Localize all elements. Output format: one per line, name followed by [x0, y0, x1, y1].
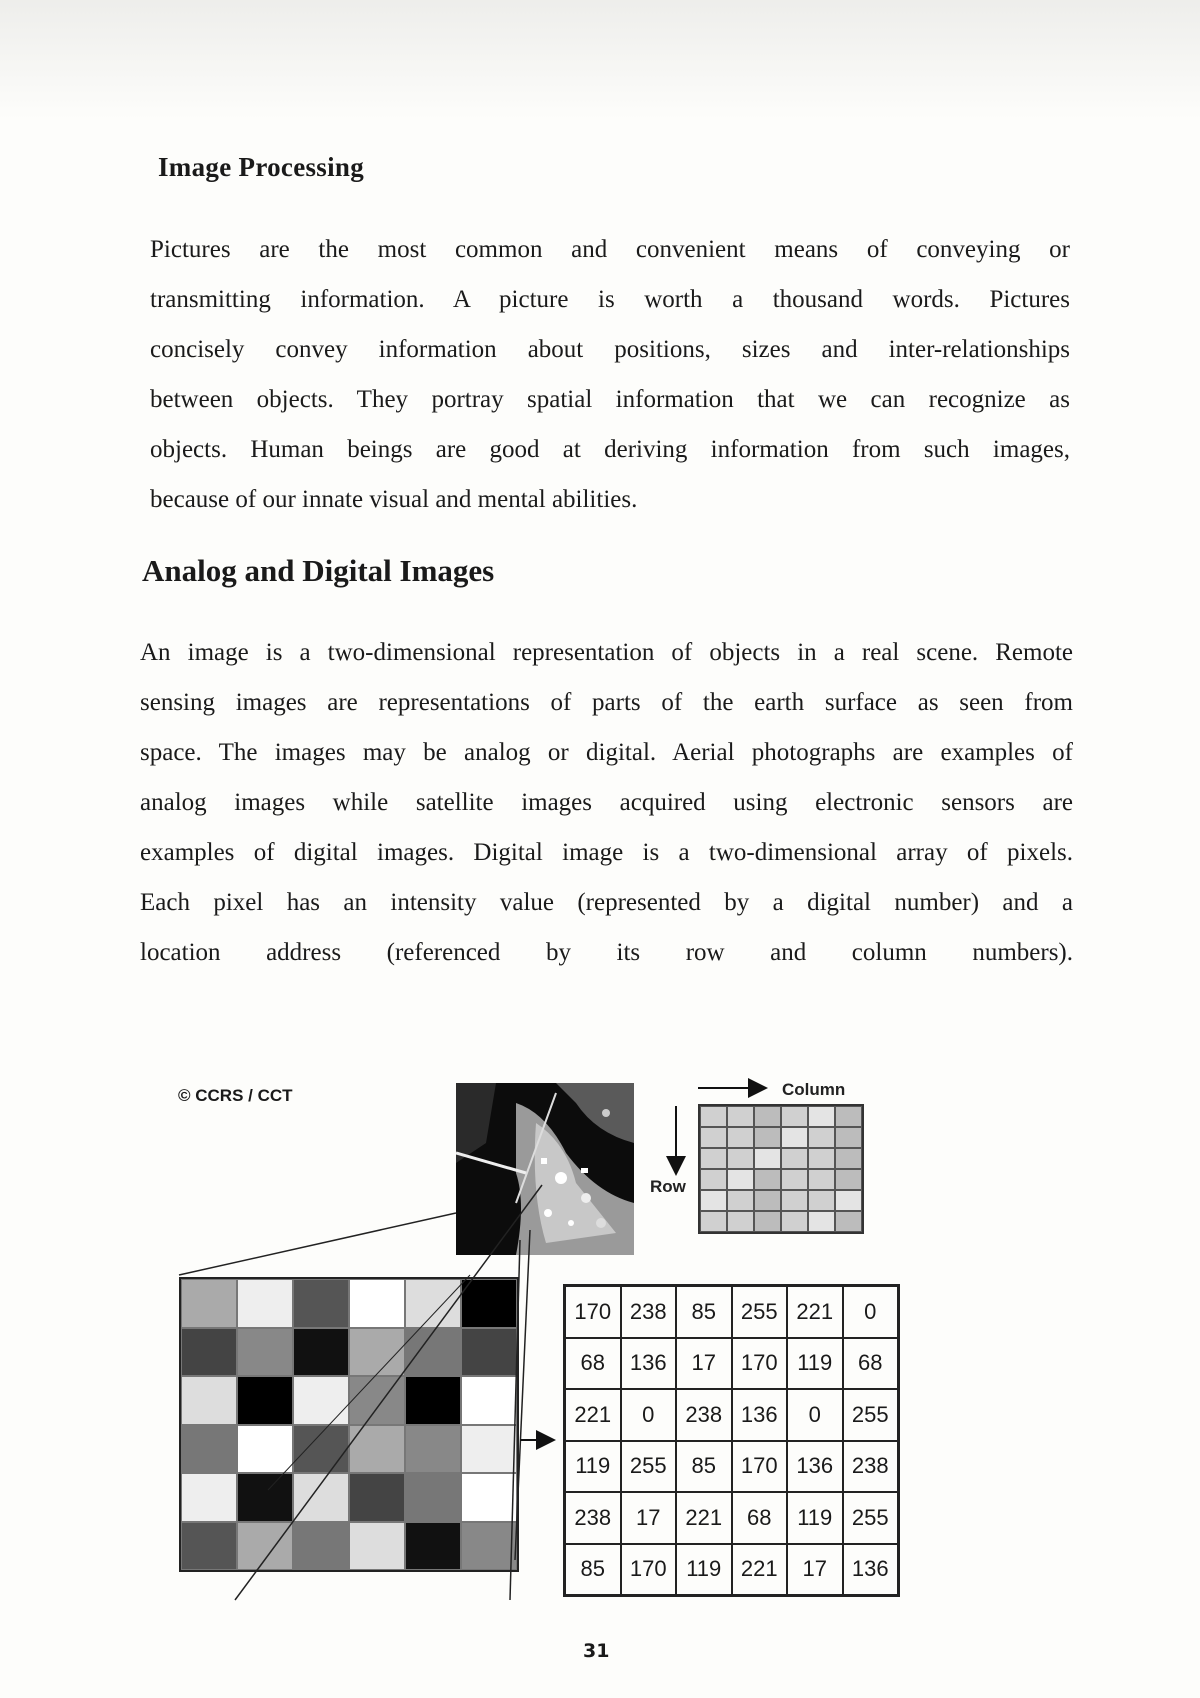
dn-cell: 17: [787, 1544, 843, 1596]
paragraph-line: An image is a two-dimensional representation of objects in a real scene. Remote: [140, 639, 1073, 666]
dn-cell: 85: [676, 1441, 732, 1493]
column-axis-label: Column: [782, 1080, 846, 1099]
dn-cell: 0: [843, 1286, 899, 1338]
page-number: 31: [583, 1640, 610, 1662]
dn-cell: 0: [621, 1389, 677, 1441]
dn-cell: 68: [732, 1492, 788, 1544]
row-axis-label: Row: [650, 1177, 686, 1196]
dn-cell: 238: [676, 1389, 732, 1441]
dn-cell: 119: [676, 1544, 732, 1596]
paragraph-line: Each pixel has an intensity value (represented by a digital number) and a: [140, 889, 1073, 916]
paragraph-line: between objects. They portray spatial information that we can recognize as: [150, 386, 1070, 413]
dn-cell: 238: [621, 1286, 677, 1338]
paragraph-line: location address (referenced by its row and column numbers).: [140, 939, 1073, 966]
dn-cell: 221: [732, 1544, 788, 1596]
dn-cell: 85: [565, 1544, 621, 1596]
dn-cell: 221: [565, 1389, 621, 1441]
dn-cell: 136: [621, 1338, 677, 1390]
dn-cell: 136: [787, 1441, 843, 1493]
dn-cell: 170: [565, 1286, 621, 1338]
section-heading-analog-digital: Analog and Digital Images: [142, 553, 495, 588]
dn-cell: 255: [732, 1286, 788, 1338]
dn-cell: 255: [621, 1441, 677, 1493]
figure-credit: © CCRS / CCT: [178, 1086, 293, 1105]
paragraph-line: objects. Human beings are good at deriving information from such images,: [150, 436, 1070, 463]
paragraph-line: examples of digital images. Digital image is a two-dimensional array of pixels.: [140, 839, 1073, 866]
paragraph-line: sensing images are representations of parts of the earth surface as seen from: [140, 689, 1073, 716]
dn-cell: 238: [843, 1441, 899, 1493]
dn-cell: 255: [843, 1492, 899, 1544]
dn-cell: 119: [787, 1338, 843, 1390]
dn-cell: 170: [732, 1338, 788, 1390]
dn-cell: 0: [787, 1389, 843, 1441]
dn-cell: 119: [787, 1492, 843, 1544]
paragraph-line: because of our innate visual and mental abilities.: [150, 486, 638, 513]
dn-cell: 85: [676, 1286, 732, 1338]
dn-cell: 136: [843, 1544, 899, 1596]
paragraph-line: transmitting information. A picture is worth a thousand words. Pictures: [150, 286, 1070, 313]
section-heading-image-processing: Image Processing: [158, 152, 365, 182]
dn-cell: 221: [676, 1492, 732, 1544]
dn-cell: 17: [676, 1338, 732, 1390]
dn-cell: 68: [843, 1338, 899, 1390]
dn-cell: 119: [565, 1441, 621, 1493]
paragraph-line: Pictures are the most common and convenient means of conveying or: [150, 236, 1070, 263]
dn-cell: 68: [565, 1338, 621, 1390]
dn-cell: 17: [621, 1492, 677, 1544]
dn-cell: 238: [565, 1492, 621, 1544]
dn-cell: 221: [787, 1286, 843, 1338]
paragraph-line: analog images while satellite images acquired using electronic sensors are: [140, 789, 1073, 816]
dn-cell: 136: [732, 1389, 788, 1441]
dn-cell: 255: [843, 1389, 899, 1441]
dn-cell: 170: [732, 1441, 788, 1493]
dn-cell: 170: [621, 1544, 677, 1596]
paragraph-line: space. The images may be analog or digital. Aerial photographs are examples of: [140, 739, 1073, 766]
paragraph-line: concisely convey information about positions, sizes and inter-relationships: [150, 336, 1070, 363]
